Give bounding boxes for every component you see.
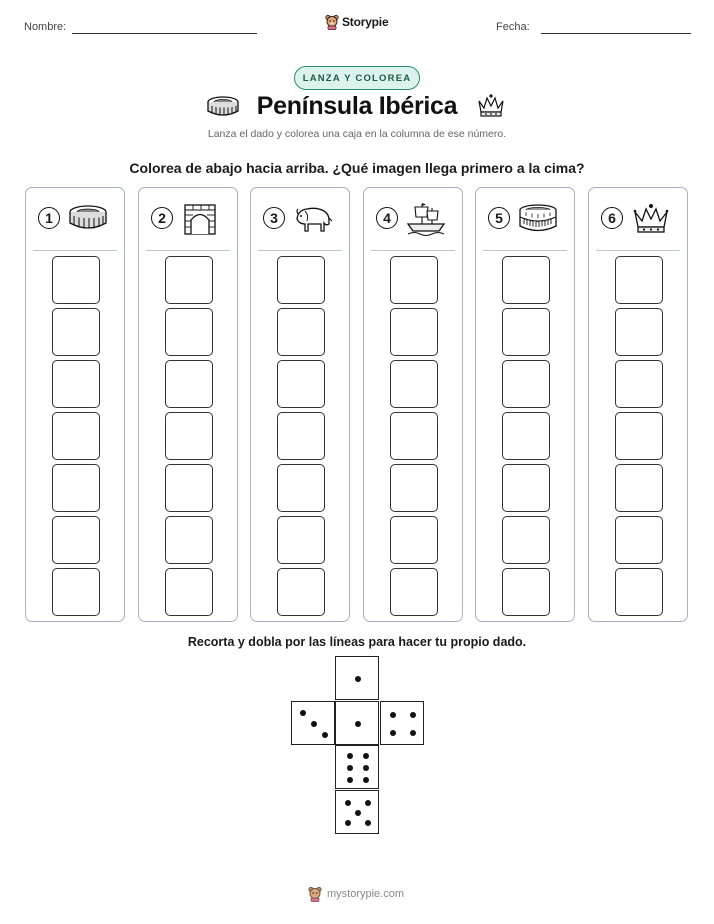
date-label: Fecha: xyxy=(496,21,530,33)
color-box[interactable] xyxy=(277,516,325,564)
roman-theatre-icon xyxy=(206,95,240,119)
column-divider xyxy=(483,250,567,251)
column-header xyxy=(139,188,237,250)
color-box[interactable] xyxy=(52,412,100,460)
column-6 xyxy=(588,187,688,622)
brand-logo xyxy=(325,14,388,30)
color-box[interactable] xyxy=(52,516,100,564)
brand-name: Storypie xyxy=(342,15,389,29)
die-pip xyxy=(365,800,371,806)
color-box[interactable] xyxy=(615,256,663,304)
die-face-1 xyxy=(335,701,379,745)
color-box[interactable] xyxy=(165,568,213,616)
color-box[interactable] xyxy=(502,360,550,408)
color-box[interactable] xyxy=(165,412,213,460)
die-instruction: Recorta y dobla por las líneas para hacer tu propio dado. xyxy=(187,635,527,649)
color-box[interactable] xyxy=(52,360,100,408)
color-box[interactable] xyxy=(615,568,663,616)
color-box[interactable] xyxy=(165,256,213,304)
die-pip xyxy=(363,777,369,783)
color-box[interactable] xyxy=(502,568,550,616)
page-subtitle: Lanza el dado y colorea una caja en la columna de ese número. xyxy=(207,128,507,140)
die-pip xyxy=(410,712,416,718)
color-box[interactable] xyxy=(52,308,100,356)
die-pip xyxy=(355,676,361,682)
die-pip xyxy=(345,820,351,826)
color-box[interactable] xyxy=(277,464,325,512)
caravel-ship-icon xyxy=(406,202,446,236)
column-divider xyxy=(371,250,455,251)
color-box[interactable] xyxy=(390,412,438,460)
die-pip xyxy=(363,765,369,771)
column-divider xyxy=(33,250,117,251)
footer-site: mystorypie.com xyxy=(327,888,405,900)
die-pip xyxy=(390,730,396,736)
color-box[interactable] xyxy=(390,360,438,408)
colosseum-icon xyxy=(518,202,558,236)
color-box[interactable] xyxy=(52,568,100,616)
color-box[interactable] xyxy=(277,360,325,408)
die-pip xyxy=(347,765,353,771)
die-pip xyxy=(363,753,369,759)
column-header xyxy=(364,188,462,250)
page-title: Península Ibérica xyxy=(256,92,458,120)
die-pip xyxy=(347,753,353,759)
column-number: 3 xyxy=(263,207,285,229)
date-line[interactable] xyxy=(541,33,691,34)
color-box[interactable] xyxy=(52,464,100,512)
bear-mascot-icon xyxy=(308,886,322,902)
column-divider xyxy=(596,250,680,251)
column-header xyxy=(251,188,349,250)
column-divider xyxy=(146,250,230,251)
die-pip xyxy=(300,710,306,716)
color-box[interactable] xyxy=(615,516,663,564)
footer xyxy=(308,886,404,902)
die-pip xyxy=(355,810,361,816)
color-box[interactable] xyxy=(165,308,213,356)
question-text: Colorea de abajo hacia arriba. ¿Qué imagen llega primero a la cima? xyxy=(129,160,585,176)
column-1 xyxy=(25,187,125,622)
die-pip xyxy=(390,712,396,718)
die-face-4 xyxy=(380,701,424,745)
color-box[interactable] xyxy=(615,412,663,460)
color-box[interactable] xyxy=(390,256,438,304)
die-face-1 xyxy=(335,656,379,700)
name-line[interactable] xyxy=(72,33,257,34)
name-label: Nombre: xyxy=(24,21,67,33)
column-4 xyxy=(363,187,463,622)
die-pip xyxy=(410,730,416,736)
column-2 xyxy=(138,187,238,622)
die-pip xyxy=(347,777,353,783)
color-box[interactable] xyxy=(165,516,213,564)
column-header xyxy=(26,188,124,250)
die-pip xyxy=(355,721,361,727)
column-number: 1 xyxy=(38,207,60,229)
bison-icon xyxy=(293,202,333,236)
column-header xyxy=(476,188,574,250)
crown-icon xyxy=(631,202,671,236)
color-box[interactable] xyxy=(502,516,550,564)
color-box[interactable] xyxy=(52,256,100,304)
die-pip xyxy=(311,721,317,727)
bear-mascot-icon xyxy=(325,14,339,30)
color-box[interactable] xyxy=(277,412,325,460)
color-box[interactable] xyxy=(615,308,663,356)
color-box[interactable] xyxy=(165,464,213,512)
column-number: 2 xyxy=(151,207,173,229)
column-number: 4 xyxy=(376,207,398,229)
color-box[interactable] xyxy=(277,308,325,356)
crown-icon xyxy=(476,93,506,119)
color-box[interactable] xyxy=(502,464,550,512)
color-box[interactable] xyxy=(502,412,550,460)
color-box[interactable] xyxy=(390,464,438,512)
column-header xyxy=(589,188,687,250)
color-box[interactable] xyxy=(615,360,663,408)
column-number: 6 xyxy=(601,207,623,229)
color-box[interactable] xyxy=(390,308,438,356)
color-box[interactable] xyxy=(277,568,325,616)
column-number: 5 xyxy=(488,207,510,229)
color-box[interactable] xyxy=(390,568,438,616)
roman-theatre-icon xyxy=(68,202,108,236)
die-face-6 xyxy=(335,745,379,789)
die-pip xyxy=(345,800,351,806)
color-box[interactable] xyxy=(277,256,325,304)
die-pip xyxy=(365,820,371,826)
color-box[interactable] xyxy=(615,464,663,512)
color-box[interactable] xyxy=(165,360,213,408)
column-5 xyxy=(475,187,575,622)
column-3 xyxy=(250,187,350,622)
die-face-3 xyxy=(291,701,335,745)
die-face-5 xyxy=(335,790,379,834)
column-divider xyxy=(258,250,342,251)
color-box[interactable] xyxy=(502,308,550,356)
activity-badge: LANZA Y COLOREA xyxy=(294,66,420,90)
color-box[interactable] xyxy=(390,516,438,564)
color-box[interactable] xyxy=(502,256,550,304)
die-pip xyxy=(322,732,328,738)
aqueduct-arch-icon xyxy=(181,202,221,236)
